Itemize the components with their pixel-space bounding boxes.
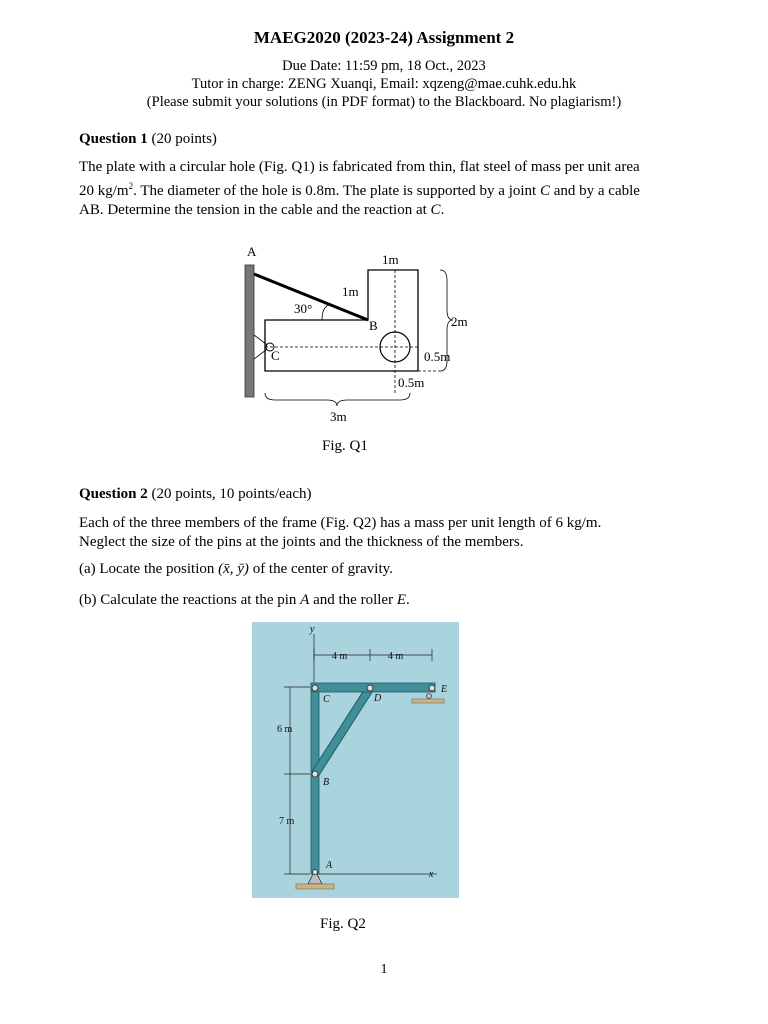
- q2-line-1: Each of the three members of the frame (Fig. Q2) has a mass per unit length of 6 kg/m.: [79, 515, 602, 531]
- angle-arc: [322, 304, 331, 320]
- fig-q2-caption: Fig. Q2: [320, 916, 366, 932]
- q2-points: (20 points, 10 points/each): [151, 486, 312, 502]
- q2-label: Question 2: [79, 486, 148, 502]
- q2-label-d: D: [374, 693, 382, 704]
- q1-line-3: AB. Determine the tension in the cable and the reaction at C.: [79, 202, 445, 218]
- q2-heading: [79, 486, 312, 503]
- q2-part-b: (b) Calculate the reactions at the pin A and the roller E.: [79, 592, 410, 608]
- label-c: C: [271, 348, 280, 363]
- dim-0-5m-v: 0.5m: [424, 349, 451, 364]
- dim-0-5m-h: 0.5m: [398, 375, 425, 390]
- q2-label-a: A: [326, 860, 333, 871]
- submission-note: (Please submit your solutions (in PDF format) to the Blackboard. No plagiarism!): [146, 94, 622, 110]
- dim-top-1m: 1m: [382, 252, 399, 267]
- q2-dim-right: 4 m: [388, 651, 404, 662]
- q2-dim-left: 4 m: [332, 651, 348, 662]
- due-date: Due Date: 11:59 pm, 18 Oct., 2023: [282, 58, 486, 74]
- label-angle: 30°: [294, 301, 313, 316]
- member-ca: [311, 684, 319, 874]
- dim-3m: 3m: [330, 409, 347, 424]
- label-a: A: [247, 244, 257, 259]
- assignment-title: MAEG2020 (2023-24) Assignment 2: [253, 28, 515, 47]
- dim-2m: 2m: [451, 314, 468, 329]
- fig-q1-caption: Fig. Q1: [322, 438, 368, 454]
- q1-points: (20 points): [151, 131, 217, 147]
- q2-label-c: C: [323, 694, 330, 705]
- q1-line-2: 20 $kg/m^2$. The diameter of the hole is 0.8m. The plate is supported by a joint C and by a cable: [79, 181, 640, 199]
- dim-cable-1m: 1m: [342, 284, 359, 299]
- wall: [245, 265, 254, 397]
- figure-q2: [252, 622, 459, 898]
- q1-line-1: The plate with a circular hole (Fig. Q1) is fabricated from thin, flat steel of mass per unit area: [79, 159, 640, 175]
- q2-text: [79, 514, 694, 552]
- label-b: B: [369, 318, 378, 333]
- q2-dim-lower: 7 m: [279, 816, 295, 827]
- q2-label-b: B: [323, 777, 330, 788]
- q2-axis-x: x: [429, 869, 434, 880]
- q2-axis-y: y: [310, 624, 315, 635]
- brace-3m: [265, 393, 410, 406]
- q2-label-e: E: [441, 684, 448, 695]
- tutor-line: Tutor in charge: ZENG Xuanqi, Email: xqzeng@mae.cuhk.edu.hk: [191, 76, 577, 92]
- q2-part-a: (a) Locate the position (x̄, ȳ) of the center of gravity.: [79, 561, 393, 577]
- q2-dim-upper: 6 m: [277, 724, 293, 735]
- page-number: 1: [380, 962, 388, 977]
- q2-line-2: Neglect the size of the pins at the joints and the thickness of the members.: [79, 534, 524, 550]
- q1-label: Question 1: [79, 131, 148, 147]
